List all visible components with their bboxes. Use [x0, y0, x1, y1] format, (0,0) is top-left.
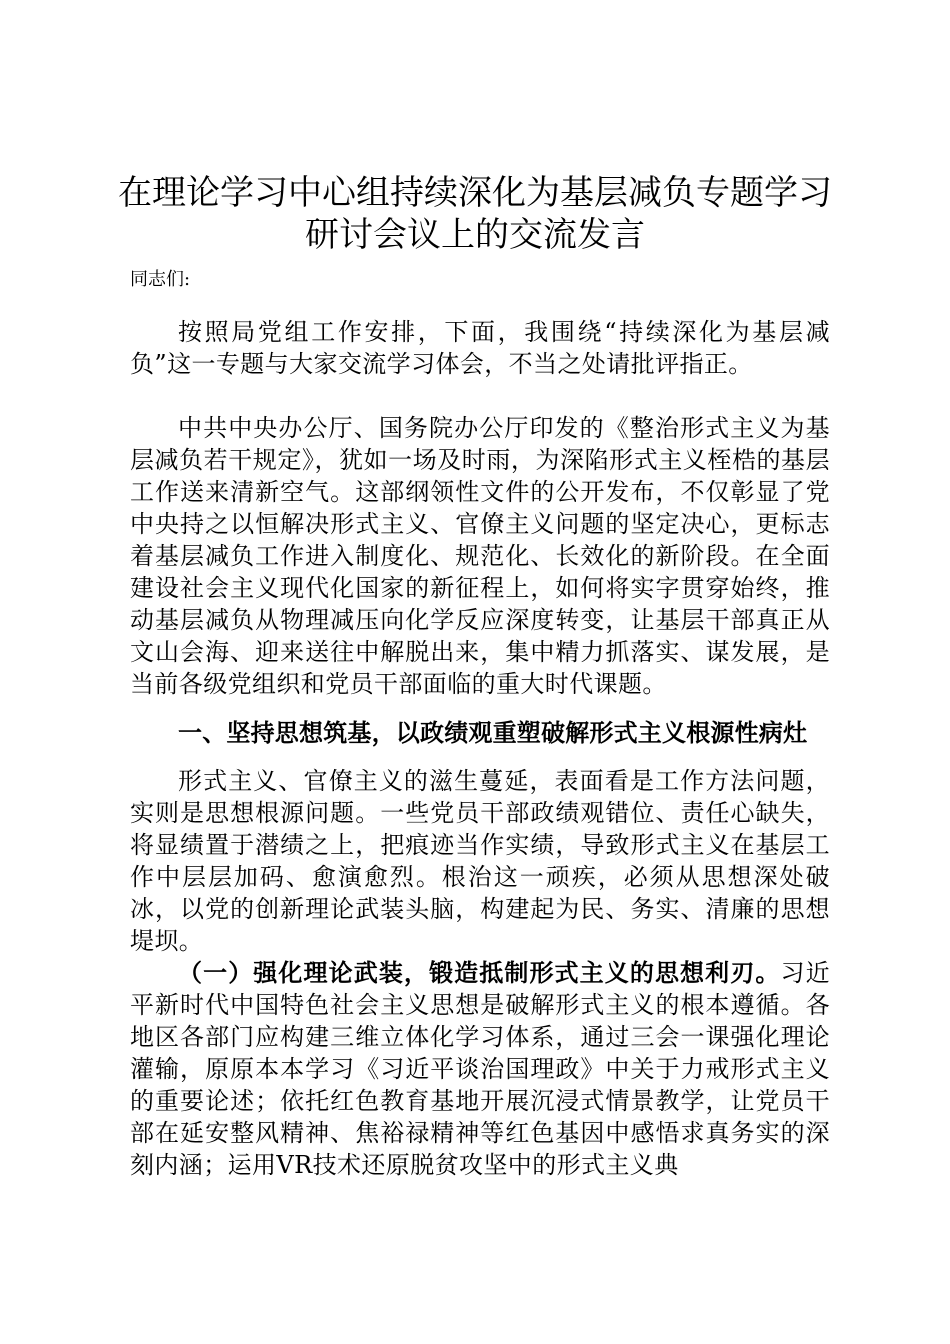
subsection-lead: （一）强化理论武装，锻造抵制形式主义的思想利刃。: [178, 958, 781, 987]
paragraph-section-1: 形式主义、官僚主义的滋生蔓延，表面看是工作方法问题，实则是思想根源问题。一些党员干部政绩观错位、责任心缺失，将显绩置于潜绩之上，把痕迹当作实绩，导致形式主义在基层工作中层层加码、愈演愈烈。根治这一顽疾，必须从思想深处破冰，以党的创新理论武装头脑，构建起为民、务实、清廉的思想堤坝。: [130, 767, 830, 955]
subsection-body: 习近平新时代中国特色社会主义思想是破解形式主义的根本遵循。各地区各部门应构建三维立体化学习体系，通过三会一课强化理论灌输，原原本本学习《习近平谈治国理政》中关于力戒形式主义的重要论述；依托红色教育基地开展沉浸式情景教学，让党员干部在延安整风精神、焦裕禄精神等红色基因中感悟求真务实的深刻内涵；运用VR技术还原脱贫攻坚中的形式主义典: [130, 959, 830, 1179]
section-heading-1: 一、坚持思想筑基，以政绩观重塑破解形式主义根源性病灶: [178, 718, 808, 747]
salutation: 同志们:: [130, 269, 191, 290]
paragraph-subsection-1: [130, 957, 830, 1181]
paragraph-background: 中共中央办公厅、国务院办公厅印发的《整治形式主义为基层减负若干规定》，犹如一场及时雨，为深陷形式主义桎梏的基层工作送来清新空气。这部纲领性文件的公开发布，不仅彰显了党中央持之以恒解决形式主义、官僚主义问题的坚定决心，更标志着基层减负工作进入制度化、规范化、长效化的新阶段。在全面建设社会主义现代化国家的新征程上，如何将实字贯穿始终，推动基层减负从物理减压向化学反应深度转变，让基层干部真正从文山会海、迎来送往中解脱出来，集中精力抓落实、谋发展，是当前各级党组织和党员干部面临的重大时代课题。: [130, 414, 830, 698]
paragraph-opening: 按照局党组工作安排，下面，我围绕“持续深化为基层减负”这一专题与大家交流学习体会，不当之处请批评指正。: [130, 318, 830, 378]
document-title: 在理论学习中心组持续深化为基层减负专题学习研讨会议上的交流发言: [118, 173, 832, 255]
